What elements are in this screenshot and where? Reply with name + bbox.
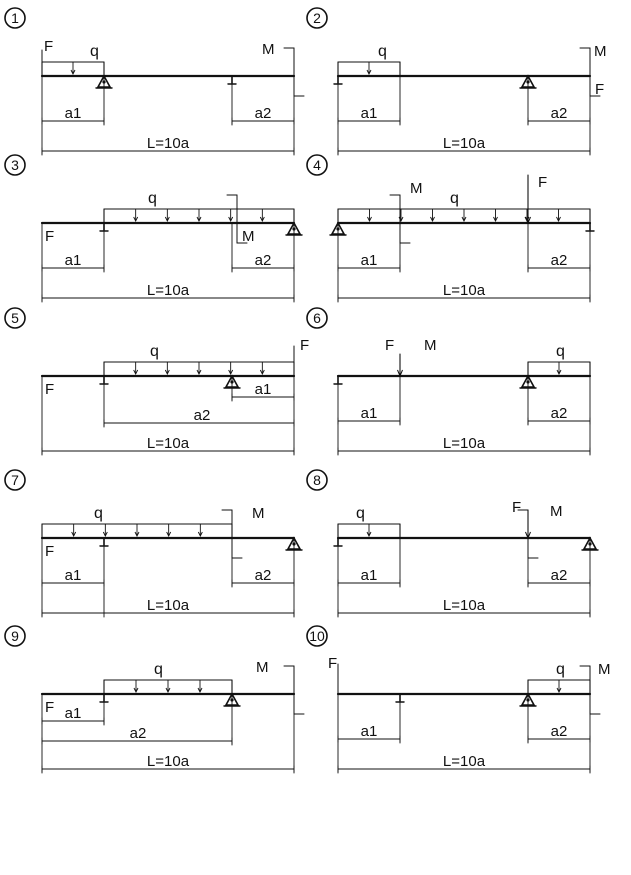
moment-label-M: M bbox=[594, 43, 607, 60]
dimension-label: L=10a bbox=[442, 753, 486, 770]
dimension-line bbox=[232, 105, 294, 124]
dimension-line bbox=[42, 567, 104, 586]
moment-label-M: M bbox=[410, 180, 423, 197]
force-label-F: F bbox=[328, 655, 338, 672]
moment-label-M: M bbox=[252, 505, 265, 522]
dimension-label: L=10a bbox=[146, 282, 190, 299]
distributed-load bbox=[528, 362, 590, 376]
dimension-line bbox=[528, 105, 590, 124]
problem-number: 8 bbox=[313, 472, 321, 488]
roller-support bbox=[334, 376, 342, 384]
load-label-q: q bbox=[154, 661, 163, 678]
beam-diagram-9 bbox=[5, 626, 304, 773]
beam-diagram-5 bbox=[5, 308, 309, 455]
moment-label-M: M bbox=[598, 661, 611, 678]
problem-number-badge bbox=[5, 155, 25, 175]
length-dimension bbox=[338, 597, 590, 616]
dimension-line bbox=[528, 252, 590, 271]
distributed-load bbox=[42, 524, 232, 538]
problem-number: 4 bbox=[313, 157, 321, 173]
dimension-line bbox=[338, 405, 400, 424]
problem-number-badge bbox=[307, 155, 327, 175]
dimension-label: a1 bbox=[360, 252, 378, 269]
problem-number-badge bbox=[5, 308, 25, 328]
load-label-q: q bbox=[378, 43, 387, 60]
beam-diagram-8 bbox=[307, 470, 598, 617]
problem-number: 9 bbox=[11, 628, 19, 644]
force-label-F: F bbox=[595, 81, 605, 98]
length-dimension bbox=[338, 435, 590, 454]
beam-diagram-10 bbox=[307, 626, 611, 773]
distributed-load bbox=[104, 209, 294, 223]
problem-number-badge bbox=[5, 626, 25, 646]
dimension-label: a2 bbox=[254, 105, 272, 122]
distributed-load bbox=[338, 62, 400, 76]
dimension-label: a2 bbox=[550, 567, 568, 584]
beam-diagram-4 bbox=[307, 155, 594, 302]
length-dimension bbox=[42, 597, 294, 616]
load-label-q: q bbox=[556, 661, 565, 678]
problem-number-badge bbox=[307, 470, 327, 490]
dimension-label: a2 bbox=[550, 723, 568, 740]
moment-label-M: M bbox=[242, 228, 255, 245]
problem-number: 1 bbox=[11, 10, 19, 26]
dimension-label: L=10a bbox=[146, 753, 190, 770]
dimension-line bbox=[528, 567, 590, 586]
length-dimension bbox=[338, 135, 590, 154]
problem-number: 7 bbox=[11, 472, 19, 488]
dimension-label: a1 bbox=[64, 567, 82, 584]
dimension-line bbox=[232, 252, 294, 271]
dimension-line bbox=[42, 105, 104, 124]
force-label-F: F bbox=[44, 38, 54, 55]
force-label-F: F bbox=[385, 337, 395, 354]
distributed-load bbox=[338, 209, 590, 223]
force-label-F: F bbox=[45, 699, 55, 716]
force-label-F: F bbox=[512, 499, 522, 516]
force-label-F: F bbox=[45, 381, 55, 398]
problem-number-badge bbox=[5, 8, 25, 28]
roller-support bbox=[586, 223, 594, 231]
dimension-label: L=10a bbox=[146, 135, 190, 152]
moment-symbol bbox=[284, 666, 304, 714]
problem-number: 2 bbox=[313, 10, 321, 26]
force-arrow bbox=[526, 175, 531, 223]
distributed-load bbox=[104, 680, 232, 694]
beam-diagram-6 bbox=[307, 308, 590, 455]
length-dimension bbox=[42, 135, 294, 154]
dimension-label: a1 bbox=[360, 405, 378, 422]
length-dimension bbox=[338, 753, 590, 772]
beam-diagram-1 bbox=[5, 8, 304, 155]
dimension-label: L=10a bbox=[146, 435, 190, 452]
dimension-label: a1 bbox=[64, 252, 82, 269]
problem-number: 5 bbox=[11, 310, 19, 326]
load-label-q: q bbox=[94, 505, 103, 522]
force-label-F: F bbox=[45, 228, 55, 245]
length-dimension bbox=[42, 753, 294, 772]
load-label-q: q bbox=[356, 505, 365, 522]
length-dimension bbox=[42, 282, 294, 301]
dimension-line bbox=[528, 405, 590, 424]
moment-label-M: M bbox=[256, 659, 269, 676]
dimension-line bbox=[528, 723, 590, 742]
dimension-label: a2 bbox=[129, 725, 147, 742]
dimension-line bbox=[232, 567, 294, 586]
distributed-load bbox=[42, 62, 104, 76]
dimension-label: L=10a bbox=[442, 282, 486, 299]
dimension-label: a2 bbox=[550, 405, 568, 422]
dimension-label: a2 bbox=[254, 567, 272, 584]
moment-label-M: M bbox=[262, 41, 275, 58]
dimension-label: a2 bbox=[193, 407, 211, 424]
dimension-line bbox=[338, 252, 400, 271]
distributed-load bbox=[528, 680, 590, 694]
force-arrow bbox=[398, 354, 403, 376]
moment-label-M: M bbox=[424, 337, 437, 354]
beam-diagram-3 bbox=[5, 155, 302, 302]
problem-number: 6 bbox=[313, 310, 321, 326]
length-dimension bbox=[338, 282, 590, 301]
roller-support bbox=[334, 538, 342, 546]
distributed-load bbox=[338, 524, 400, 538]
dimension-label: L=10a bbox=[442, 135, 486, 152]
dimension-label: a2 bbox=[254, 252, 272, 269]
dimension-label: a2 bbox=[550, 252, 568, 269]
load-label-q: q bbox=[450, 190, 459, 207]
moment-symbol bbox=[284, 48, 304, 96]
problem-number: 3 bbox=[11, 157, 19, 173]
length-dimension bbox=[42, 435, 294, 454]
dimension-line bbox=[338, 105, 400, 124]
load-label-q: q bbox=[90, 43, 99, 60]
dimension-label: a1 bbox=[254, 381, 272, 398]
dimension-label: a1 bbox=[360, 105, 378, 122]
roller-support bbox=[334, 76, 342, 84]
dimension-line bbox=[338, 567, 400, 586]
moment-label-M: M bbox=[550, 503, 563, 520]
dimension-label: a1 bbox=[64, 705, 82, 722]
problem-number-badge bbox=[307, 308, 327, 328]
dimension-label: a1 bbox=[360, 567, 378, 584]
force-label-F-end: F bbox=[300, 337, 310, 354]
load-label-q: q bbox=[148, 190, 157, 207]
problem-number-badge bbox=[307, 626, 327, 646]
distributed-load bbox=[104, 362, 294, 376]
dimension-line bbox=[42, 252, 104, 271]
dimension-line bbox=[42, 725, 232, 744]
load-label-q: q bbox=[556, 343, 565, 360]
dimension-line bbox=[232, 381, 294, 400]
force-label-F: F bbox=[45, 543, 55, 560]
moment-symbol bbox=[580, 666, 600, 714]
beam-diagram-7 bbox=[5, 470, 302, 617]
dimension-label: a1 bbox=[360, 723, 378, 740]
load-label-q: q bbox=[150, 343, 159, 360]
dimension-label: a1 bbox=[64, 105, 82, 122]
problem-number-badge bbox=[5, 470, 25, 490]
force-label-F: F bbox=[538, 174, 548, 191]
problem-number-badge bbox=[307, 8, 327, 28]
beam-diagram-2 bbox=[307, 8, 607, 155]
dimension-label: L=10a bbox=[442, 597, 486, 614]
dimension-line bbox=[338, 723, 400, 742]
dimension-line bbox=[104, 407, 294, 426]
dimension-label: a2 bbox=[550, 105, 568, 122]
problem-number: 10 bbox=[309, 628, 325, 644]
dimension-label: L=10a bbox=[442, 435, 486, 452]
dimension-label: L=10a bbox=[146, 597, 190, 614]
